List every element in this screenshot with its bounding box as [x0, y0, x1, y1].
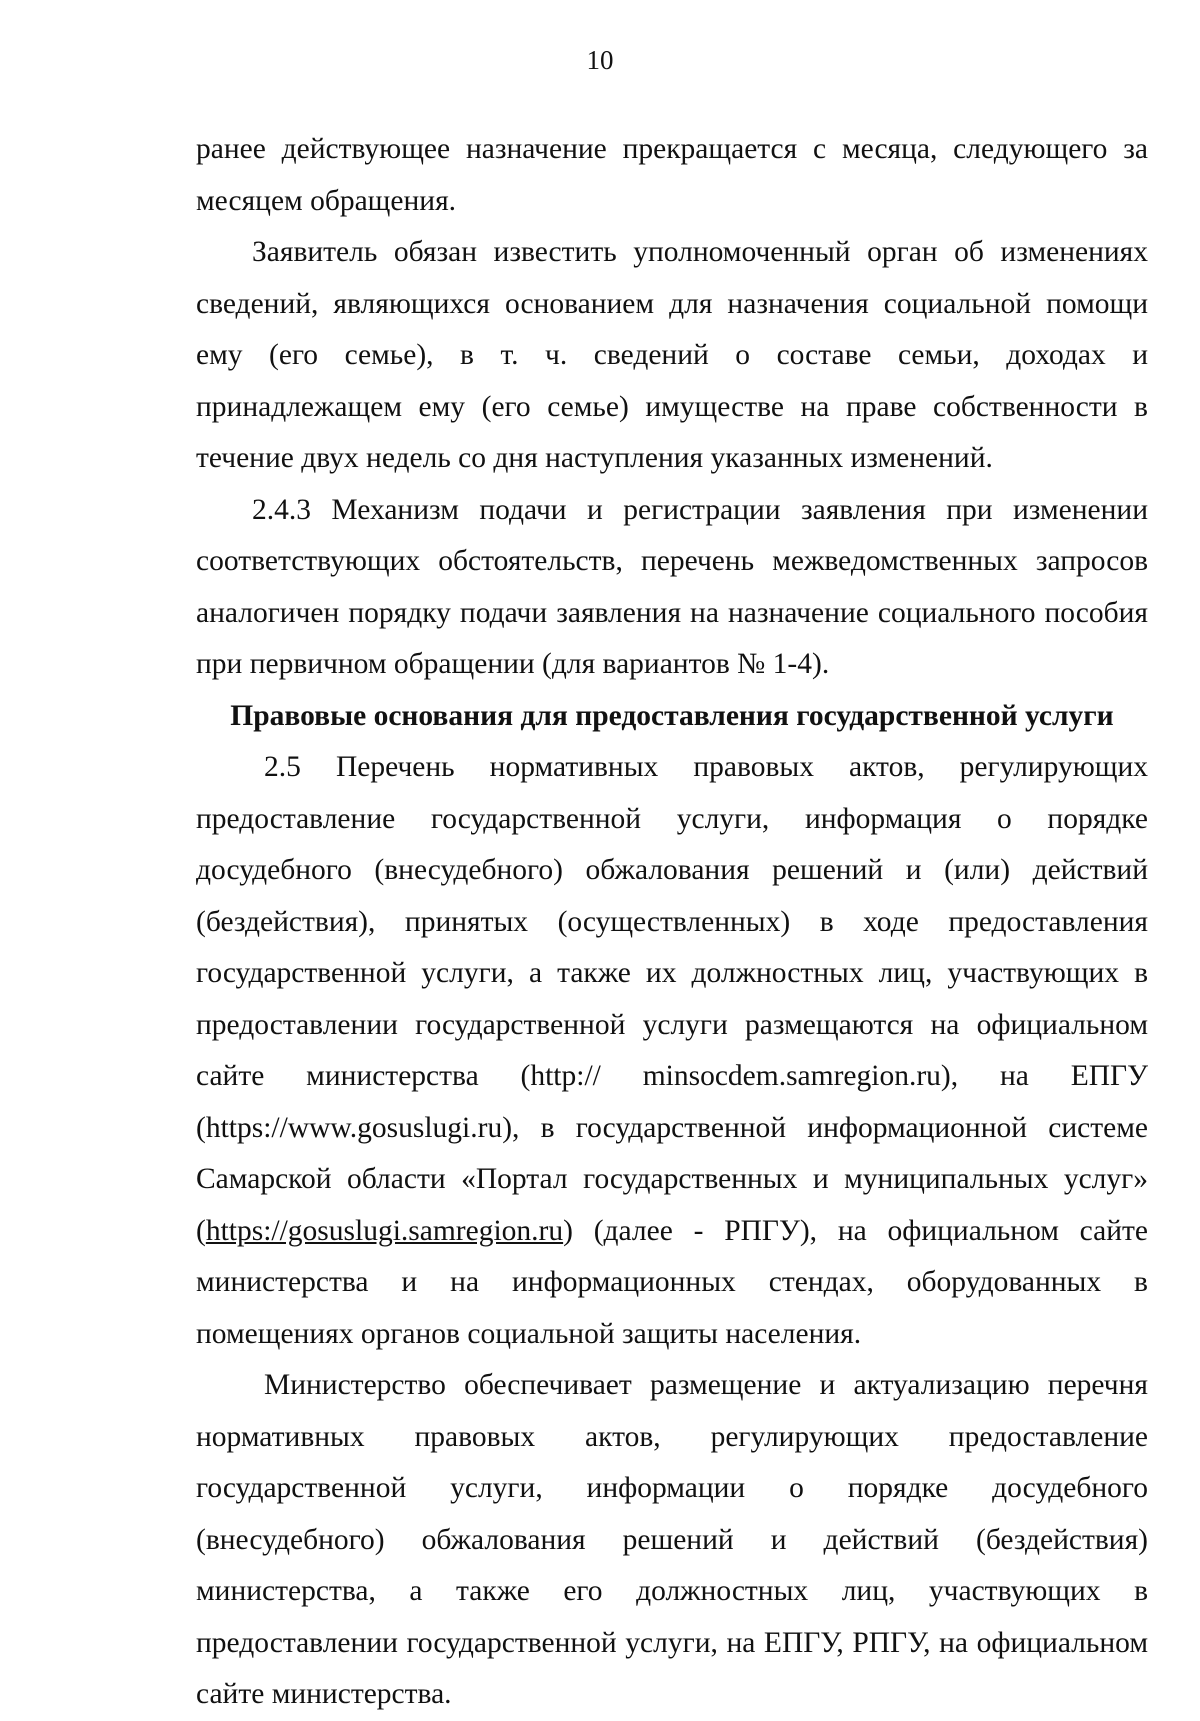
paragraph-applicant-obligation: Заявитель обязан известить уполномоченный орган об изменениях сведений, являющихся основанием для назначения социальной помощи ему (его семье), в т. ч. сведений о составе семьи, доходах и принадлежащем ему (его семье) имуществе на праве собственности в течение двух недель со дня наступления указанных изменений.	[196, 236, 1148, 474]
paragraph-2-5-text-end: ) (далее - РПГУ), на официальном сайте министерства и на информационных стендах, оборудованных в помещениях органов социальной защиты населения.	[196, 1214, 1148, 1350]
section-heading: Правовые основания для предоставления государственной услуги	[230, 699, 1114, 732]
page-number: 10	[586, 45, 614, 75]
paragraph-ministry: Министерство обеспечивает размещение и актуализацию перечня нормативных правовых актов, регулирующих предоставление государственной услуги, информации о порядке досудебного (внесудебного) обжалования решений и действий (бездействия) министерства, а также его должностных лиц, участвующих в предоставлении государственной услуги, на ЕПГУ, РПГУ, на официальном сайте министерства.	[196, 1369, 1148, 1710]
paragraph-2-5	[196, 742, 1148, 1360]
rpgu-link[interactable]: https://gosuslugi.samregion.ru	[205, 1214, 564, 1247]
paragraph-2-4-3: 2.4.3 Механизм подачи и регистрации заявления при изменении соответствующих обстоятельств, перечень межведомственных запросов аналогичен порядку подачи заявления на назначение социального пособия при первичном обращении (для вариантов № 1-4).	[196, 493, 1148, 680]
paragraph-2-5-text: 2.5 Перечень нормативных правовых актов, регулирующих предоставление государственной услуги, информация о порядке досудебного (внесудебного) обжалования решений и (или) действий (бездействия), принятых (осуществленных) в ходе предоставления государственной услуги, а также их должностных лиц, участвующих в предоставлении государственной услуги размещаются на официальном сайте министерства (http:// minsocdem.samregion.ru), на ЕПГУ (https://www.gosuslugi.ru), в государственной информационной системе Самарской области «Портал государственных и муниципальных услуг» (	[196, 751, 1148, 1247]
paragraph-continuation: ранее действующее назначение прекращается с месяца, следующего за месяцем обращения.	[196, 133, 1148, 217]
document-body	[196, 124, 1148, 1721]
